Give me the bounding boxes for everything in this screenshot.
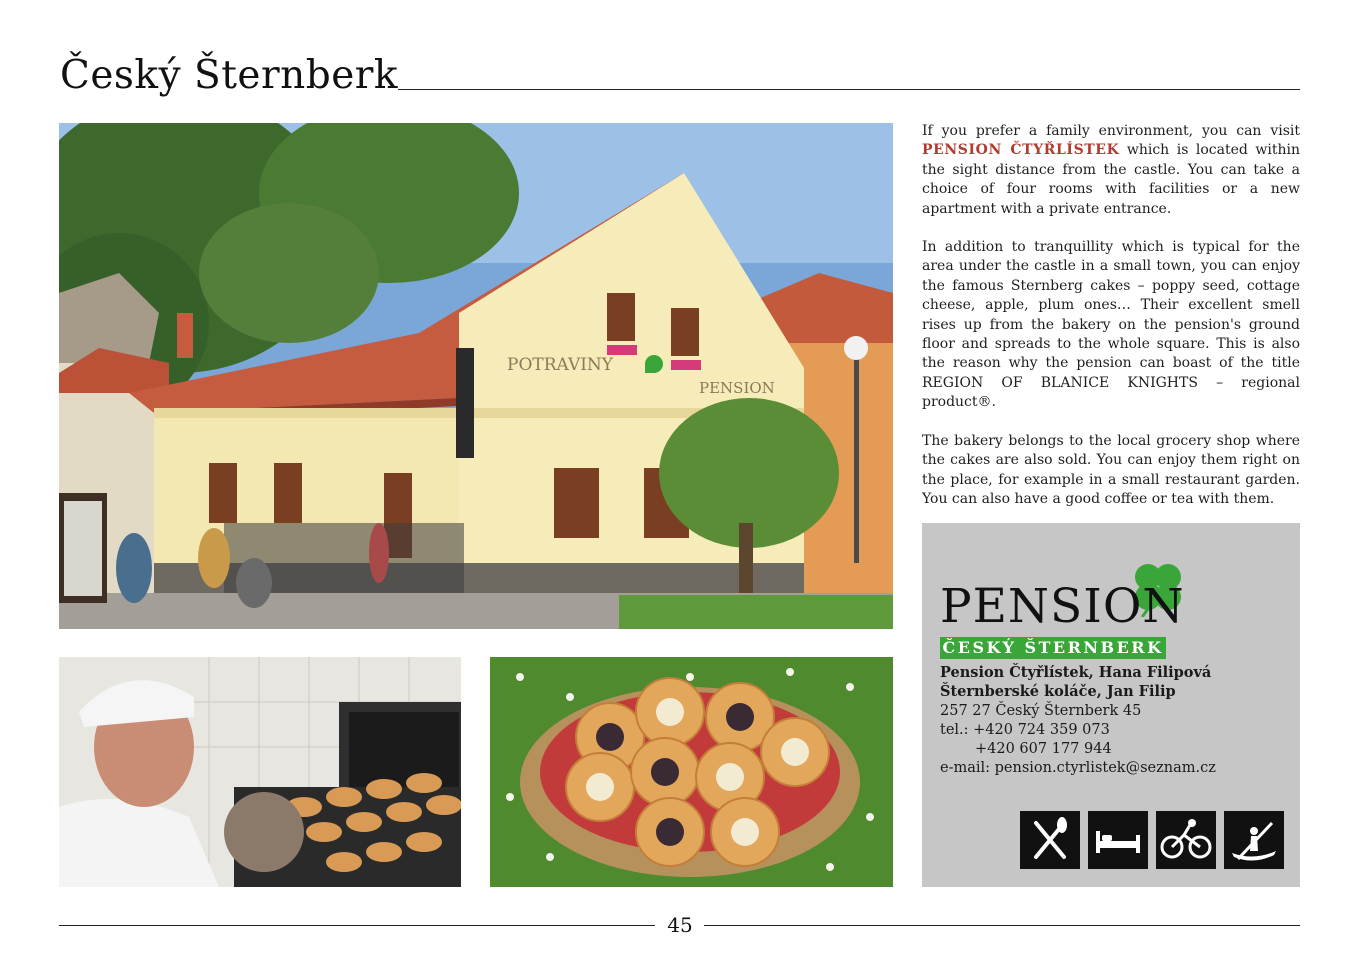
cycling-icon — [1156, 811, 1216, 869]
restaurant-icon — [1020, 811, 1080, 869]
pension-logo — [940, 541, 1185, 657]
page-title: Český Šternberk — [60, 53, 399, 98]
house-sign-pension: PENSION — [699, 379, 775, 397]
pension-name-highlight: PENSION ČTYŘLÍSTEK — [922, 142, 1120, 159]
footer-rule-left — [59, 925, 655, 926]
logo-subtitle: ČESKÝ ŠTERNBERK — [940, 637, 1166, 659]
contact-tel-1: tel.: +420 724 359 073 — [940, 721, 1110, 738]
contact-line-bakery: Šternberské koláče, Jan Filip — [940, 683, 1176, 701]
clover-sign-icon — [645, 355, 663, 373]
contact-email[interactable]: e-mail: pension.ctyrlistek@seznam.cz — [940, 760, 1216, 777]
cakes-basket-photo — [490, 657, 893, 887]
bed-icon — [1088, 811, 1148, 869]
intro-paragraph-1: If you prefer a family environment, you can visit PENSION ČTYŘLÍSTEK which is located within the sight distance from the castle. You can take a choice of four rooms with facilities or a new apartment with a private entrance. — [922, 123, 1300, 217]
contact-tel-2: +420 607 177 944 — [975, 741, 1112, 758]
page-number: 45 — [667, 913, 693, 937]
intro-text — [922, 122, 1300, 528]
contact-address: 257 27 Český Šternberk 45 — [940, 702, 1142, 719]
contact-line-pension: Pension Čtyřlístek, Hana Filipová — [940, 664, 1212, 681]
house-sign-potraviny: POTRAVINY — [507, 355, 614, 375]
pension-house-photo — [59, 123, 893, 629]
intro-paragraph-3: The bakery belongs to the local grocery shop where the cakes are also sold. You can enjoy them right on the place, for example in a small restaurant garden. You can also have a good coffee or tea with them. — [922, 432, 1300, 507]
logo-word: PENSION — [940, 579, 1185, 634]
title-rule — [398, 89, 1300, 90]
intro-paragraph-2: In addition to tranquillity which is typical for the area under the castle in a small town, you can enjoy the famous Sternberg cakes – poppy seed, cottage cheese, apple, plum ones… Their excellent smell rises up from the bakery on the pension's ground floor and spreads to the whole square. This is also the reason why the pension can boast of the title REGION OF BLANICE KNIGHTS – regional product®. — [922, 239, 1300, 411]
contact-details — [940, 663, 1216, 779]
baker-photo — [59, 657, 461, 887]
footer-rule-right — [704, 925, 1300, 926]
canoe-icon — [1224, 811, 1284, 869]
contact-infobox — [922, 523, 1300, 887]
